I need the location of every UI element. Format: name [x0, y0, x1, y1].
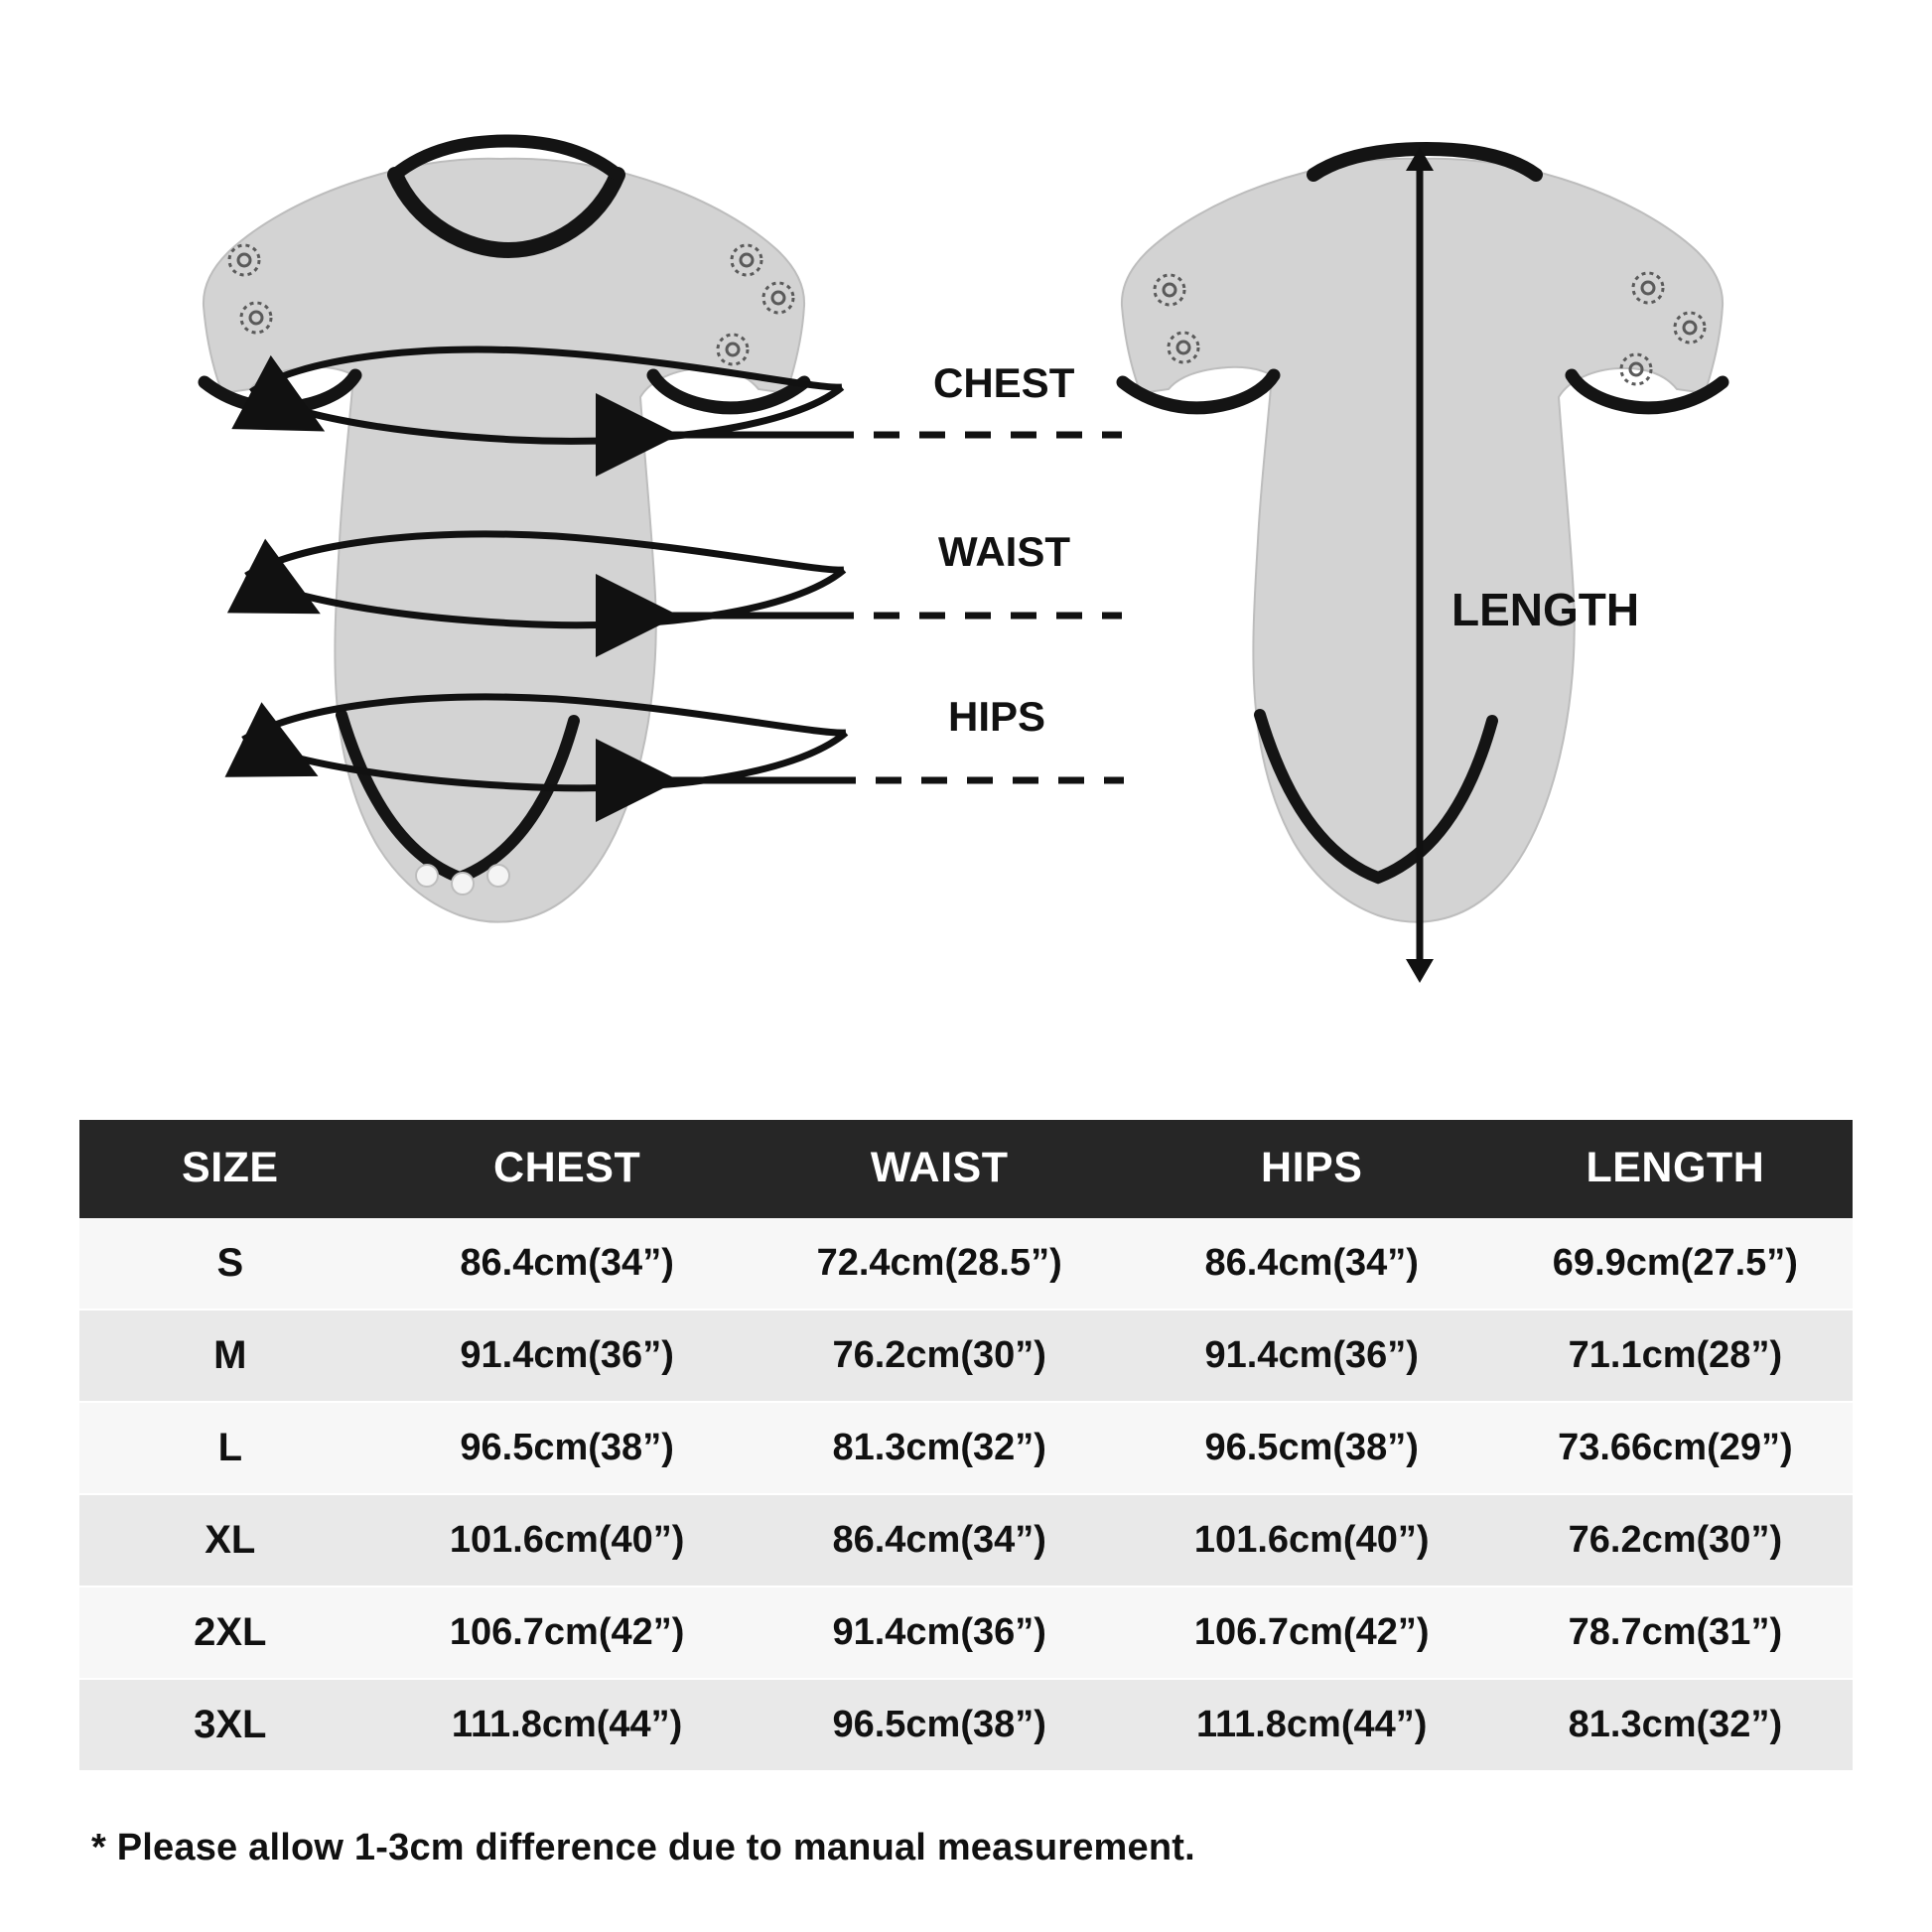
cell-length: 69.9cm(27.5”) — [1498, 1218, 1853, 1310]
cell-length: 76.2cm(30”) — [1498, 1494, 1853, 1587]
cell-chest: 101.6cm(40”) — [381, 1494, 754, 1587]
header-hips: HIPS — [1126, 1120, 1498, 1218]
header-length: LENGTH — [1498, 1120, 1853, 1218]
cell-hips: 86.4cm(34”) — [1126, 1218, 1498, 1310]
size-table — [79, 1120, 1853, 1772]
cell-chest: 111.8cm(44”) — [381, 1679, 754, 1771]
table-row — [79, 1310, 1853, 1402]
table-header-row — [79, 1120, 1853, 1218]
cell-waist: 76.2cm(30”) — [754, 1310, 1126, 1402]
size-table-container — [79, 1120, 1853, 1772]
cell-waist: 96.5cm(38”) — [754, 1679, 1126, 1771]
cell-size: M — [79, 1310, 381, 1402]
cell-hips: 91.4cm(36”) — [1126, 1310, 1498, 1402]
header-chest: CHEST — [381, 1120, 754, 1218]
header-waist: WAIST — [754, 1120, 1126, 1218]
table-row — [79, 1402, 1853, 1494]
length-arrow-bottom — [1406, 959, 1434, 983]
table-row — [79, 1679, 1853, 1771]
cell-length: 73.66cm(29”) — [1498, 1402, 1853, 1494]
table-row — [79, 1494, 1853, 1587]
table-row — [79, 1587, 1853, 1679]
header-size: SIZE — [79, 1120, 381, 1218]
cell-waist: 91.4cm(36”) — [754, 1587, 1126, 1679]
cell-waist: 86.4cm(34”) — [754, 1494, 1126, 1587]
cell-size: L — [79, 1402, 381, 1494]
length-label: LENGTH — [1451, 584, 1640, 635]
cell-length: 71.1cm(28”) — [1498, 1310, 1853, 1402]
cell-hips: 106.7cm(42”) — [1126, 1587, 1498, 1679]
cell-size: S — [79, 1218, 381, 1310]
cell-length: 78.7cm(31”) — [1498, 1587, 1853, 1679]
front-body-shape — [204, 159, 804, 922]
cell-hips: 111.8cm(44”) — [1126, 1679, 1498, 1771]
snap-button — [416, 865, 438, 887]
waist-label: WAIST — [938, 528, 1070, 575]
cell-chest: 96.5cm(38”) — [381, 1402, 754, 1494]
cell-chest: 106.7cm(42”) — [381, 1587, 754, 1679]
cell-chest: 91.4cm(36”) — [381, 1310, 754, 1402]
chest-label: CHEST — [933, 359, 1075, 406]
table-row — [79, 1218, 1853, 1310]
cell-waist: 81.3cm(32”) — [754, 1402, 1126, 1494]
cell-length: 81.3cm(32”) — [1498, 1679, 1853, 1771]
cell-hips: 96.5cm(38”) — [1126, 1402, 1498, 1494]
cell-chest: 86.4cm(34”) — [381, 1218, 754, 1310]
snap-button — [487, 865, 509, 887]
cell-size: 2XL — [79, 1587, 381, 1679]
hips-label: HIPS — [948, 693, 1046, 740]
cell-size: 3XL — [79, 1679, 381, 1771]
snap-button — [452, 873, 474, 895]
measurement-disclaimer: * Please allow 1-3cm difference due to manual measurement. — [91, 1827, 1195, 1868]
cell-hips: 101.6cm(40”) — [1126, 1494, 1498, 1587]
cell-size: XL — [79, 1494, 381, 1587]
cell-waist: 72.4cm(28.5”) — [754, 1218, 1126, 1310]
